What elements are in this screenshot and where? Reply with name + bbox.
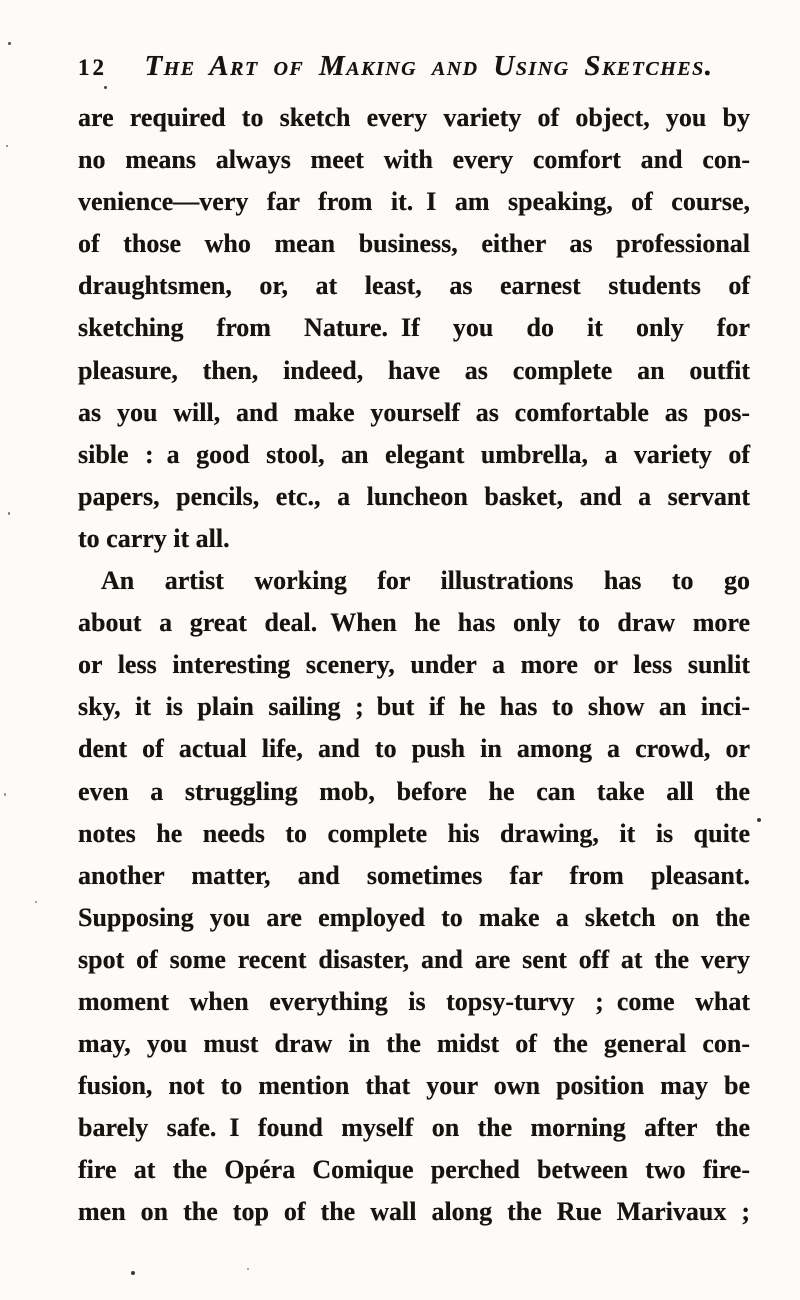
text-line: venience—very far from it. I am speaking, of course,	[78, 187, 750, 217]
scan-speck	[35, 901, 37, 903]
text-line: fusion, not to mention that your own position may be	[78, 1071, 750, 1101]
text-line: to carry it all.	[78, 523, 230, 553]
text-line: men on the top of the wall along the Rue Marivaux ;	[78, 1197, 750, 1227]
text-line: sky, it is plain sailing ; but if he has to show an inci-	[78, 692, 750, 722]
text-line: no means always meet with every comfort and con-	[78, 145, 750, 175]
text-line: Supposing you are employed to make a sketch on the	[78, 902, 750, 932]
running-header	[78, 50, 750, 86]
scan-speck	[8, 42, 11, 45]
text-line: papers, pencils, etc., a luncheon basket, and a servant	[78, 481, 750, 511]
text-line: moment when everything is topsy-turvy ; come what	[78, 986, 750, 1016]
scan-speck	[247, 1268, 249, 1270]
scan-speck	[757, 818, 761, 822]
scan-speck	[6, 145, 8, 147]
text-line: sketching from Nature. If you do it only for	[78, 313, 750, 343]
scan-speck	[131, 1271, 135, 1275]
scan-speck	[104, 86, 107, 89]
text-line: barely safe. I found myself on the morning after the	[78, 1113, 750, 1143]
text-line: are required to sketch every variety of object, you by	[78, 103, 750, 132]
text-line: fire at the Opéra Comique perched between two fire-	[78, 1155, 750, 1185]
text-line: spot of some recent disaster, and are sent off at the very	[78, 944, 750, 974]
text-line: draughtsmen, or, at least, as earnest students of	[78, 271, 750, 301]
body-text	[78, 97, 750, 1234]
text-line: may, you must draw in the midst of the general con-	[78, 1029, 750, 1059]
scan-speck	[4, 793, 6, 796]
text-line: of those who mean business, either as professional	[78, 229, 750, 259]
page-number: 12	[78, 55, 107, 80]
text-line: about a great deal. When he has only to draw more	[78, 608, 750, 638]
text-line: An artist working for illustrations has to go	[101, 566, 750, 596]
text-line: or less interesting scenery, under a more or less sunlit	[78, 650, 750, 680]
text-line: another matter, and sometimes far from pleasant.	[78, 860, 750, 890]
text-line: dent of actual life, and to push in among a crowd, or	[78, 734, 750, 764]
text-line: sible : a good stool, an elegant umbrella, a variety of	[78, 439, 750, 469]
text-line: as you will, and make yourself as comfortable as pos-	[78, 397, 750, 427]
scan-speck	[8, 512, 10, 515]
running-title: The Art of Making and Using Sketches.	[144, 50, 714, 82]
text-line: notes he needs to complete his drawing, it is quite	[78, 818, 750, 848]
text-line: even a struggling mob, before he can take all the	[78, 776, 750, 806]
text-line: pleasure, then, indeed, have as complete an outfit	[78, 355, 750, 385]
